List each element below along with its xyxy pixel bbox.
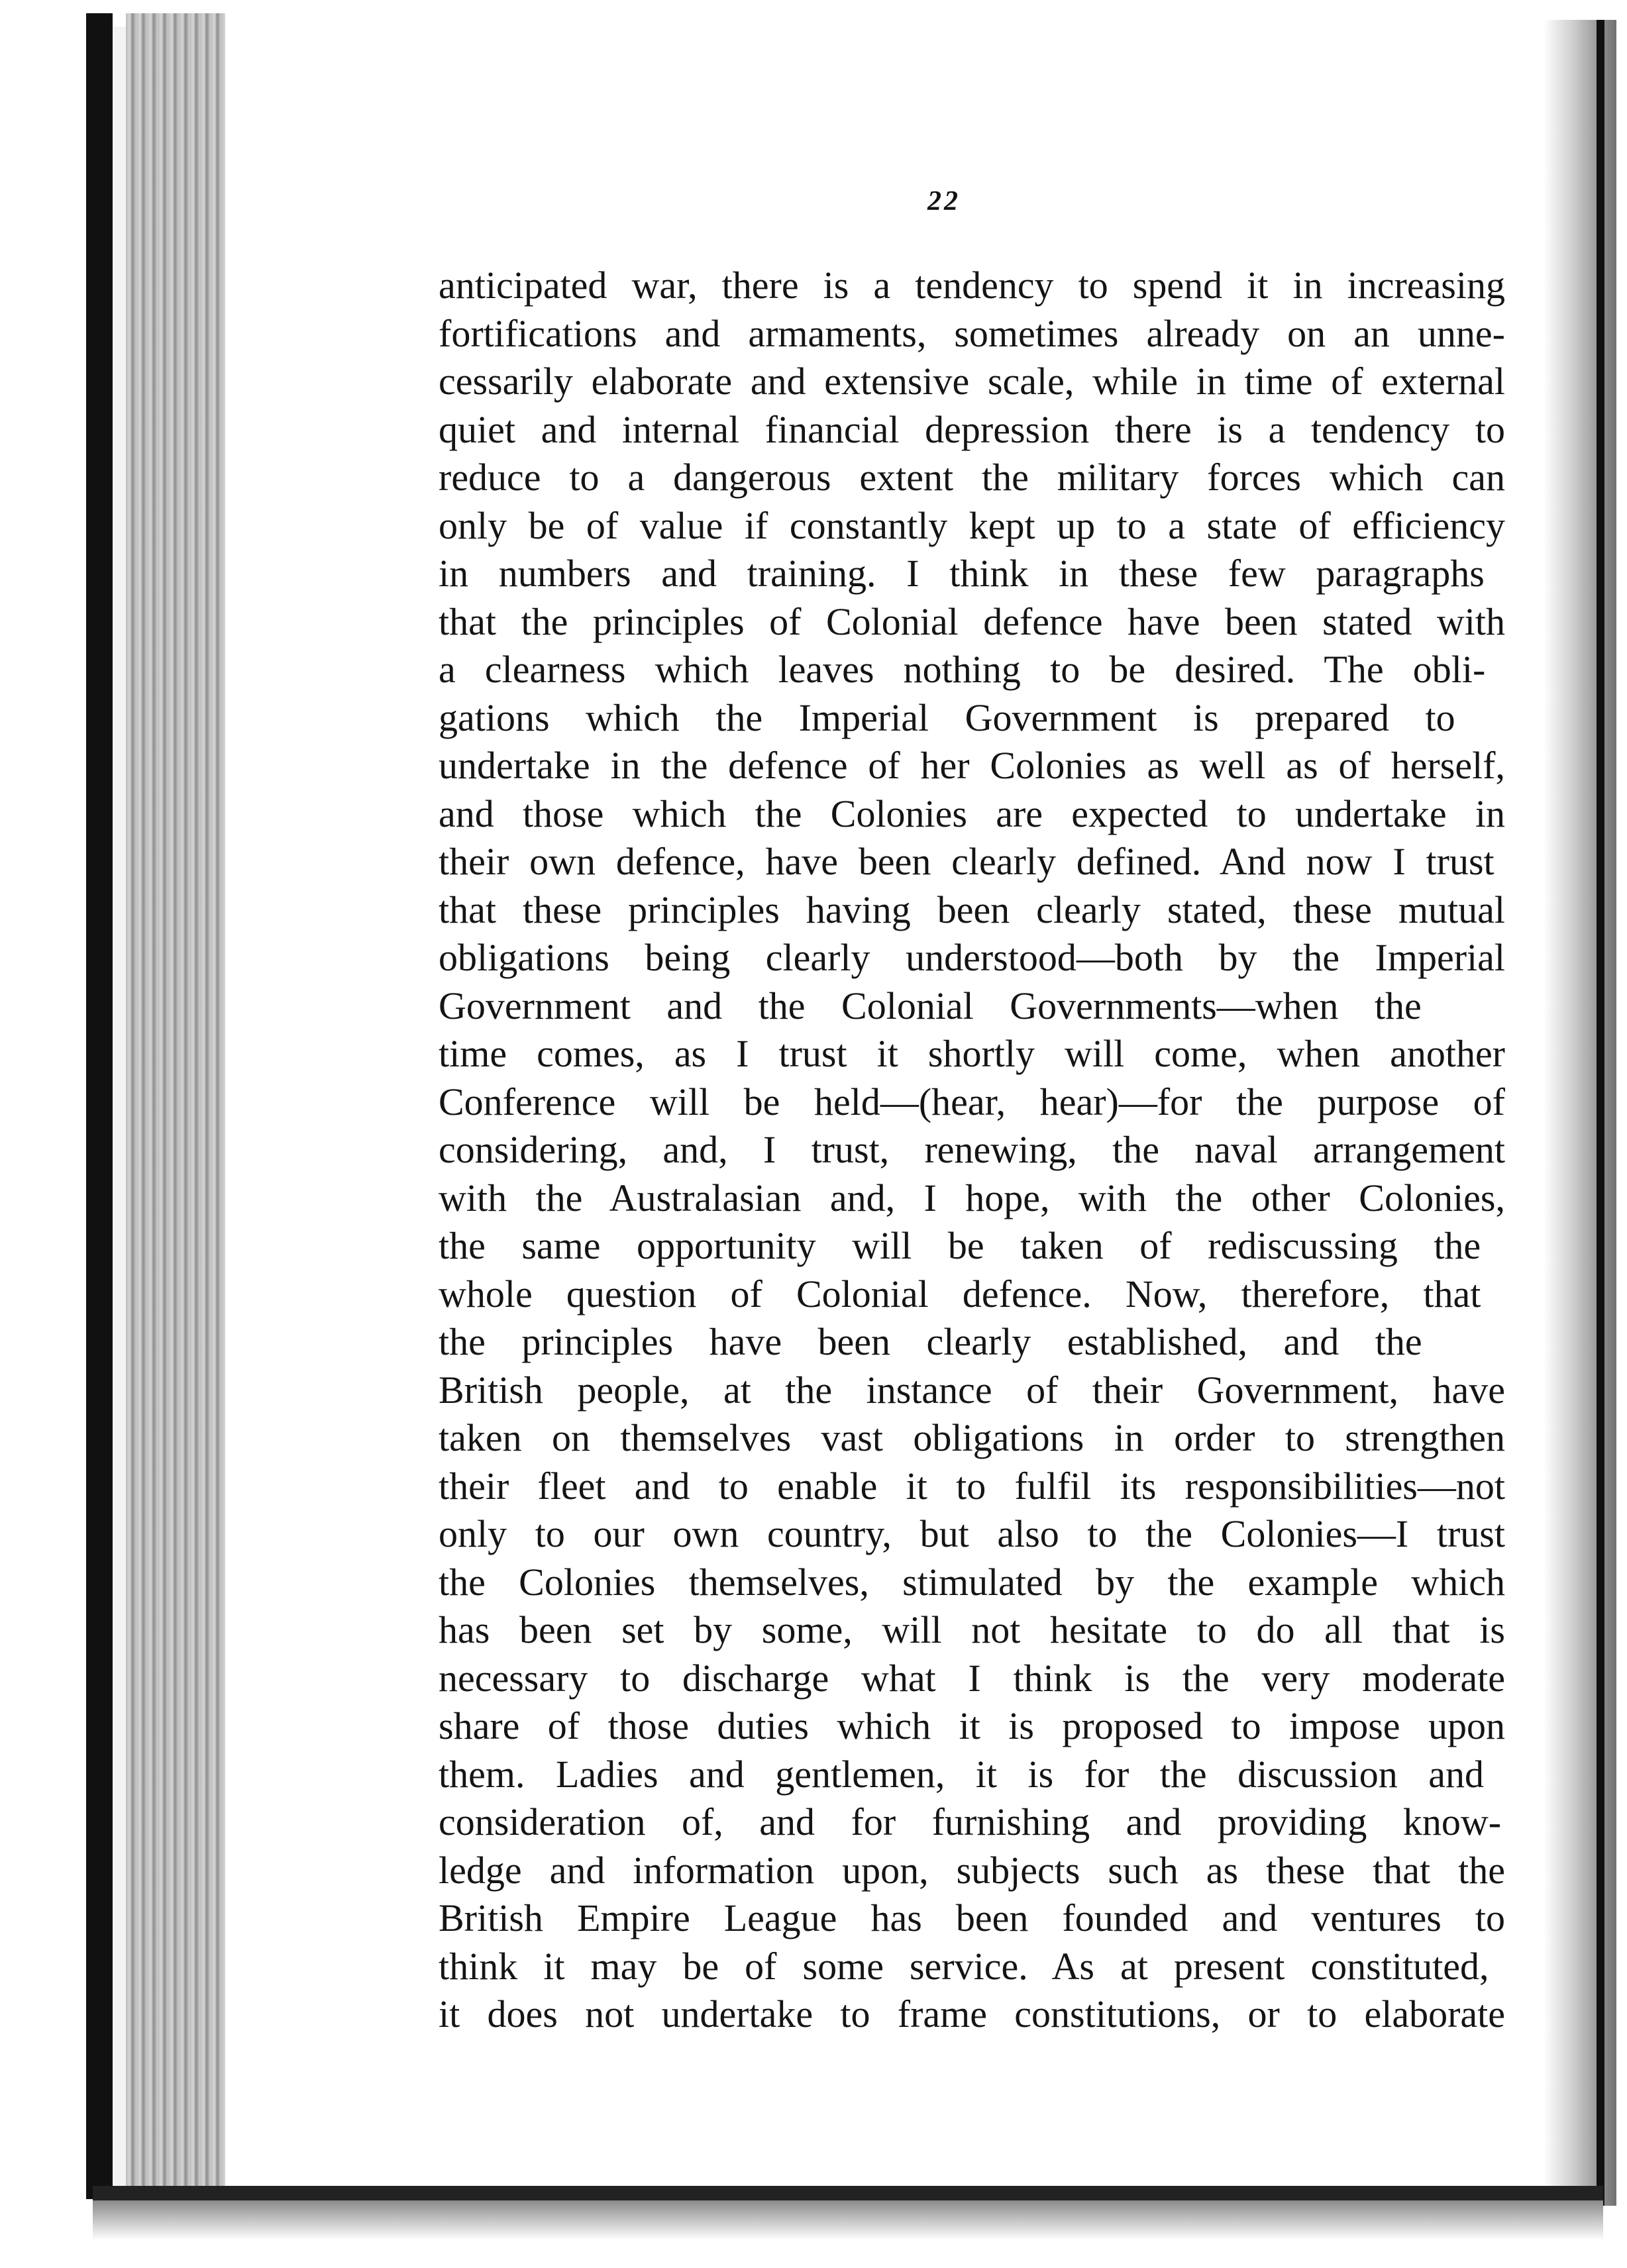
text-line: reduce to a dangerous extent the military forces which can bbox=[439, 456, 1505, 499]
text-line: the Colonies themselves, stimulated by the example which bbox=[439, 1560, 1505, 1604]
book-spine-shadow bbox=[86, 13, 113, 2199]
text-line: that these principles having been clearly stated, these mutual bbox=[439, 888, 1505, 931]
right-page-shadow bbox=[1544, 20, 1616, 2206]
text-line: think it may be of some service. As at present constituted, bbox=[439, 1944, 1489, 1988]
right-page-edge bbox=[1597, 20, 1604, 2206]
text-line: with the Australasian and, I hope, with the other Colonies, bbox=[439, 1176, 1505, 1219]
text-line: British Empire League has been founded and ventures to bbox=[439, 1896, 1505, 1939]
text-line: anticipated war, there is a tendency to spend it in increasing bbox=[439, 264, 1505, 307]
text-line: taken on themselves vast obligations in order to strengthen bbox=[439, 1416, 1505, 1459]
page-number: 22 bbox=[927, 186, 961, 217]
text-line: share of those duties which it is proposed to impose upon bbox=[439, 1704, 1505, 1747]
text-line: has been set by some, will not hesitate to do all that is bbox=[439, 1608, 1505, 1651]
text-line: Government and the Colonial Governments—when the bbox=[439, 984, 1422, 1027]
text-line: undertake in the defence of her Colonies as well as of herself, bbox=[439, 744, 1505, 787]
text-line: only be of value if constantly kept up to a state of efficiency bbox=[439, 503, 1505, 547]
text-line: the same opportunity will be taken of rediscussing the bbox=[439, 1224, 1481, 1267]
bottom-shadow bbox=[93, 2200, 1603, 2240]
body-text bbox=[439, 262, 1505, 2039]
text-line: their own defence, have been clearly defined. And now I trust bbox=[439, 840, 1495, 883]
text-line: considering, and, I trust, renewing, the naval arrangement bbox=[439, 1128, 1505, 1171]
text-line: fortifications and armaments, sometimes already on an unne- bbox=[439, 311, 1505, 355]
text-line: quiet and internal financial depression there is a tendency to bbox=[439, 407, 1505, 451]
bottom-page-edge bbox=[93, 2186, 1603, 2200]
text-line: a clearness which leaves nothing to be desired. The obli- bbox=[439, 648, 1486, 691]
text-line: necessary to discharge what I think is the very moderate bbox=[439, 1656, 1505, 1700]
text-line: it does not undertake to frame constitutions, or to elaborate bbox=[439, 1992, 1505, 2036]
text-line: cessarily elaborate and extensive scale, while in time of external bbox=[439, 360, 1505, 403]
page-edges bbox=[126, 13, 225, 2199]
text-line: consideration of, and for furnishing and providing know- bbox=[439, 1800, 1502, 1843]
text-line: them. Ladies and gentlemen, it is for the discussion and bbox=[439, 1752, 1485, 1796]
text-line: in numbers and training. I think in these few paragraphs bbox=[439, 552, 1485, 595]
text-line: obligations being clearly understood—both by the Imperial bbox=[439, 936, 1505, 979]
text-line: their fleet and to enable it to fulfil its responsibilities—not bbox=[439, 1464, 1505, 1508]
text-line: gations which the Imperial Government is prepared to bbox=[439, 696, 1455, 739]
text-line: British people, at the instance of their Government, have bbox=[439, 1368, 1505, 1412]
text-line: that the principles of Colonial defence have been stated with bbox=[439, 599, 1505, 643]
text-line: Conference will be held—(hear, hear)—for the purpose of bbox=[439, 1080, 1505, 1123]
text-line: the principles have been clearly established, and the bbox=[439, 1320, 1422, 1363]
text-line: time comes, as I trust it shortly will come, when another bbox=[439, 1032, 1505, 1075]
text-line: whole question of Colonial defence. Now, therefore, that bbox=[439, 1272, 1481, 1315]
text-line: ledge and information upon, subjects such as these that the bbox=[439, 1848, 1505, 1892]
text-line: only to our own country, but also to the Colonies—I trust bbox=[439, 1512, 1505, 1555]
book-gutter bbox=[113, 26, 126, 2186]
text-line: and those which the Colonies are expected to undertake in bbox=[439, 792, 1505, 835]
